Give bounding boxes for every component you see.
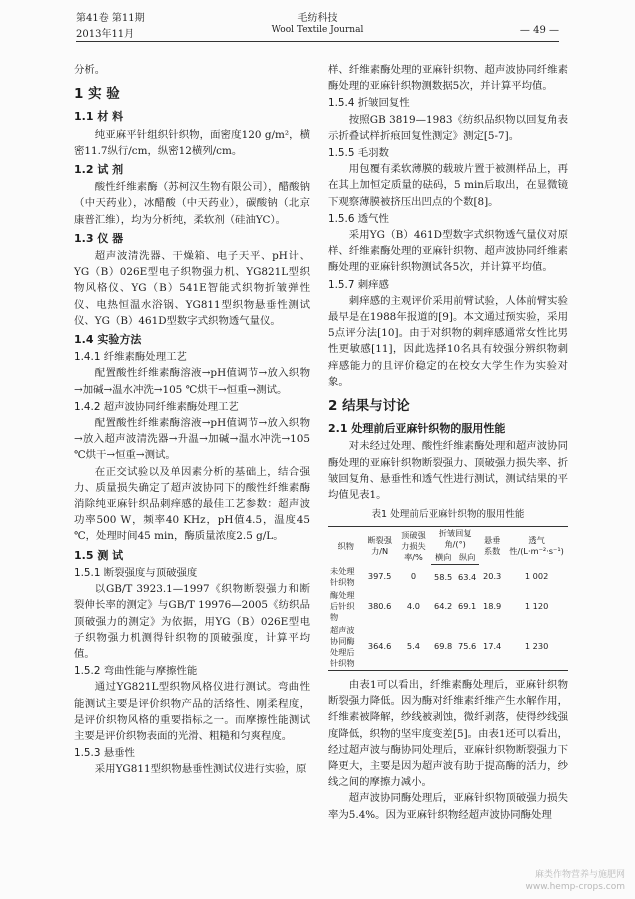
subsection-heading: 1.5 测 试 [74,548,124,562]
watermark-url: www.hemp-crops.com [525,882,625,892]
cell-air: 1 002 [524,571,549,582]
subsubsection-heading: 1.5.5 毛羽数 [328,147,389,160]
cell-air: 1 230 [505,624,568,671]
cell-warp: 58.5 [434,571,453,582]
cell-break: 364.6 [364,624,396,671]
properties-table [328,526,568,671]
subsection-heading: 2.1 处理前后亚麻针织物的服用性能 [328,422,506,436]
subsubsection-heading: 1.5.2 弯曲性能与摩擦性能 [74,665,198,678]
right-column [328,62,568,823]
paragraph: 刺痒感的主观评价采用前臂试验，人体前臂实验最早是在1988年报道的[9]。本文通过预实验，采用5点评分法[10]。由于对织物的刺痒感通常女性比男性更敏感[11]，因此选择10名具有较强分辨织物刺痒感能力的且评价稳定的在校女大学生作为实验对象。 [328,294,568,388]
cell-drape: 20.3 [483,571,502,582]
paragraph: 样、纤维素酶处理的亚麻针织物、超声波协同纤维素酶处理的亚麻针织物测数据5次，并计算平均值。 [328,64,568,93]
paragraph: 采用YG811型织物悬垂性测试仪进行实验，原 [94,763,307,776]
cell-weft: 69.1 [458,600,477,611]
cell-weft: 63.4 [458,571,477,582]
paragraph: 纯亚麻平针组织针织物，面密度120 g/m²，横密11.7纵行/cm，纵密12横列/cm。 [74,128,310,157]
paragraph: 配置酸性纤维素酶溶液→pH值调节→放入织物→放入超声波清洗器→升温→加碱→温水冲洗→105 ℃烘干→恒重→测试。 [74,417,310,462]
header-rule [76,41,559,42]
paragraph: 超声波协同酶处理后，亚麻针织物顶破强力损失率为5.4%。因为亚麻针织物经超声波协同酶处理 [328,792,568,821]
subsection-heading: 1.3 仪 器 [74,231,124,245]
paragraph: 用包覆有柔软薄膜的载玻片置于被测样品上，再在其上加恒定质量的砝码，5 min后取出，在显微镜下观察薄膜被挤压出凹点的个数[8]。 [328,163,568,208]
col-header-crease-recovery: 折皱回复角/(°) [431,527,479,552]
cell-fabric: 超声波协同酶处理后针织物 [328,624,364,671]
paragraph: 通过YG821L型织物风格仪进行测试。弯曲性能测试主要是评价织物产品的活络性、刚柔程度，是评价织物风格的重要指标之一。而摩擦性能测试主要是评价织物表面的光滑、粗糙和匀爽程度。 [74,681,310,742]
cell-drape: 18.9 [483,600,502,611]
subsubsection-heading: 1.5.3 悬垂性 [74,747,135,760]
subsection-heading: 1.1 材 料 [74,110,124,124]
subsubsection-heading: 1.5.4 折皱回复性 [328,97,410,110]
col-header-air-permeability: 透气性/(L·m⁻²·s⁻¹) [505,527,568,565]
col-header-burst-loss: 顶破强力损失率/% [396,527,431,565]
cell-drape: 17.4 [479,624,505,671]
paragraph: 采用YG（B）461D型数字式织物透气量仪对原样、纤维素酶处理的亚麻针织物、超声波协同纤维素酶处理的亚麻针织物测试各5次，并计算平均值。 [328,229,568,274]
cell-burst: 0 [410,571,417,582]
subsubsection-heading: 1.5.7 刺痒感 [328,278,389,291]
cell-fabric: 酶处理后针织物 [330,589,355,622]
col-header-weft: 纵向 [455,551,479,565]
subsubsection-heading: 1.4.2 超声波协同纤维素酶处理工艺 [74,400,239,413]
table-row [328,589,568,624]
col-header-breaking-strength: 断裂强力/N [364,527,396,565]
issue-date: 2013年11月 [76,29,135,40]
paragraph: 分析。 [74,64,106,76]
subsubsection-heading: 1.5.6 透气性 [328,212,389,225]
paragraph: 在正交试验以及单因素分析的基础上，结合强力、质量损失确定了超声波协同下的酸性纤维素酶消除纯亚麻针织品刺痒感的最佳工艺参数：超声波功率500 W，频率40 KHz，pH值4.5，温度45 ℃，处理时间45 min，酶质量浓度2.5 g/L。 [74,465,310,543]
col-header-fabric: 织物 [328,527,364,565]
cell-fabric: 未处理针织物 [330,565,355,587]
col-header-warp: 横向 [431,551,455,565]
cell-burst: 5.4 [396,624,431,671]
volume-issue: 第41卷 第11期 [76,13,145,24]
col-header-drape: 悬垂系数 [479,527,505,565]
paragraph: 由表1可以看出，纤维素酶处理后，亚麻针织物断裂强力降低。因为酶对纤维素纤维产生水解作用，纤维素被降解，纱线被剥蚀，微纤剥落，使得纱线强度降低，织物的坚牢度变差[5]。由表1还可以看出，经过超声波与酶协同处理后，亚麻针织物断裂强力下降更大，主要是因为超声波有助于提高酶的活力，纱线之间的摩擦力减小。 [328,678,568,789]
cell-break: 397.5 [367,571,392,582]
subsubsection-heading: 1.4.1 纤维素酶处理工艺 [74,351,187,364]
journal-name-cn: 毛纺科技 [297,13,338,24]
cell-warp: 69.8 [431,624,455,671]
subsection-heading: 1.2 试 剂 [74,163,124,177]
subsection-heading: 1.4 实验方法 [74,333,142,347]
section-heading: 1 实 验 [74,86,120,103]
section-heading: 2 结果与讨论 [328,398,410,415]
cell-warp: 64.2 [434,600,453,611]
watermark [525,869,625,893]
cell-air: 1 120 [524,600,549,611]
table-row [328,624,568,671]
paragraph: 以GB/T 3923.1—1997《织物断裂强力和断裂伸长率的测定》与GB/T 19976—2005《纺织品顶破强力的测定》为依据，用YG（B）026E型电子织物强力机测得针织物的顶破强度，计算平均值。 [74,583,310,660]
paragraph: 超声波清洗器、干燥箱、电子天平、pH计、YG（B）026E型电子织物强力机、YG821L型织物风格仪、YG（B）541E智能式织物折皱弹性仪、电热恒温水浴锅、YG811型织物悬垂性测试仪、YG（B）461D型数字式织物透气量仪。 [74,250,310,327]
watermark-title: 麻类作物营养与施肥网 [534,870,625,880]
left-column [74,62,310,778]
cell-break: 380.6 [367,600,392,611]
page-number: — 49 — [519,25,559,36]
journal-name-en: Wool Textile Journal [271,25,364,35]
paragraph: 按照GB 3819—1983《纺织品织物以回复角表示折叠试样折痕回复性测定》测定[5-7]。 [328,113,568,142]
page-header [76,6,559,54]
table-header-row [328,527,568,552]
table-caption: 表1 处理前后亚麻针织物的服用性能 [371,509,525,521]
subsubsection-heading: 1.5.1 断裂强度与顶破强度 [74,566,198,579]
paragraph: 对未经过处理、酸性纤维素酶处理和超声波协同酶处理的亚麻针织物断裂强力、顶破强力损失率、折皱回复角、悬垂性和透气性进行测试，测试结果的平均值见表1。 [328,440,568,502]
paragraph: 配置酸性纤维素酶溶液→pH值调节→放入织物→加碱→温水冲洗→105 ℃烘干→恒重→测试。 [74,367,310,396]
paragraph: 酸性纤维素酶（苏柯汉生物有限公司），醋酸钠（中天药业），冰醋酸（中天药业），碳酸钠（北京康普汇维），均为分析纯，柔软剂（硅油YC）。 [74,181,310,226]
cell-weft: 75.6 [455,624,479,671]
table-row [328,565,568,589]
cell-burst: 4.0 [406,600,420,611]
